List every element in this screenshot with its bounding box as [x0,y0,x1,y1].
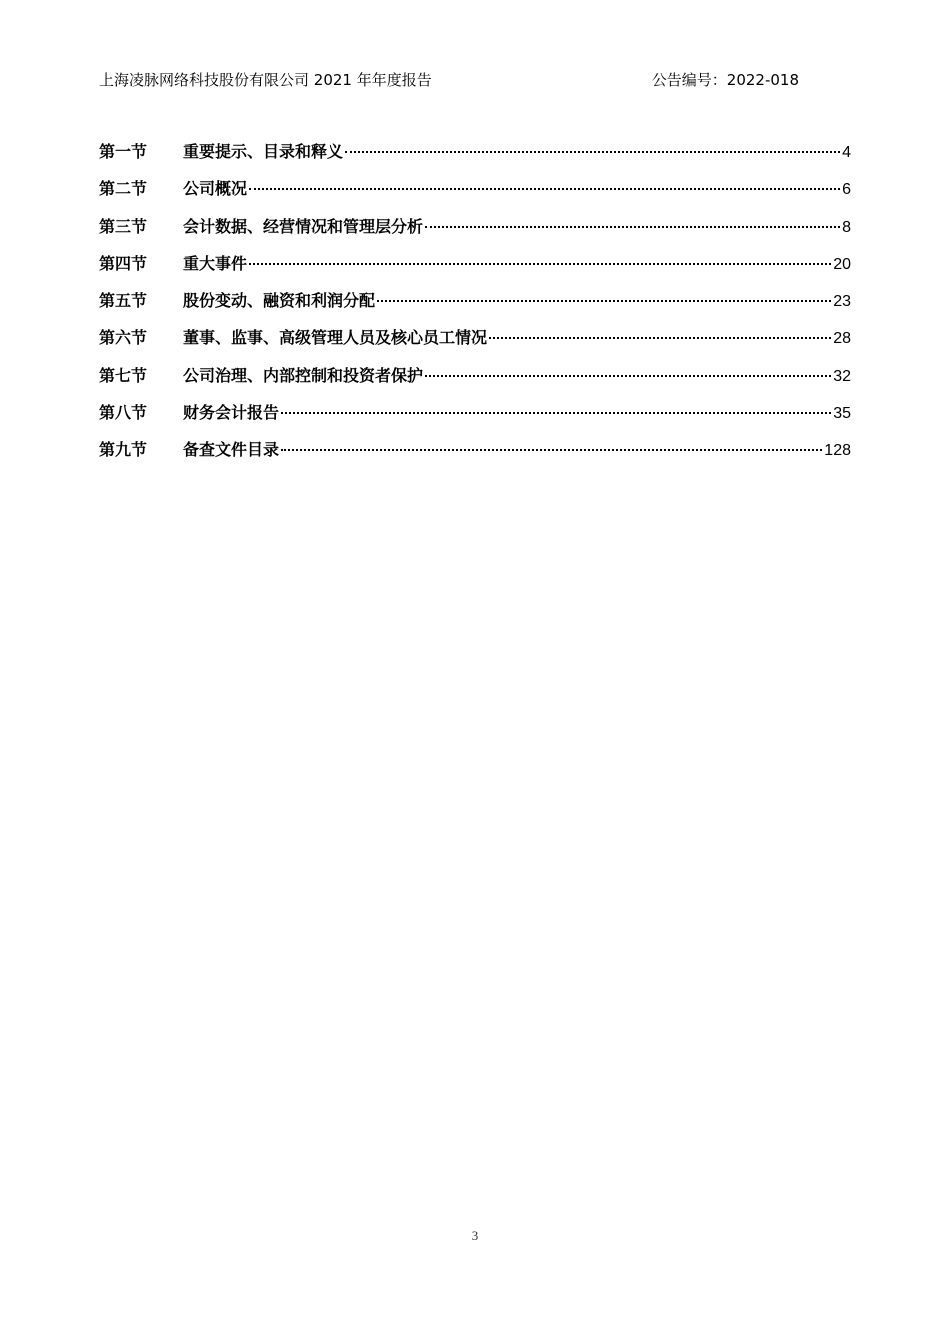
toc-page-number: 23 [833,293,851,311]
toc-entry-9[interactable] [99,437,851,474]
toc-page-number: 4 [842,144,851,161]
page-footer-number: 3 [471,1228,479,1243]
toc-page-number: 128 [824,442,851,460]
report-title: 上海凌脉网络科技股份有限公司 2021 年年度报告 [99,71,432,89]
toc-page-number: 28 [833,330,851,348]
toc-title: 会计数据、经营情况和管理层分析 [183,216,424,236]
toc-entry-1[interactable] [99,139,851,176]
toc-section-label: 第二节 [99,179,148,199]
toc-page-number: 35 [833,405,851,423]
toc-section-label: 第九节 [99,440,148,460]
toc-title: 公司治理、内部控制和投资者保护 [183,365,424,385]
toc-dot-leader [281,449,822,451]
toc-section-label: 第三节 [99,216,148,236]
announcement-number: 公告编号：2022-018 [651,71,799,89]
toc-entry-6[interactable] [99,325,851,362]
toc-title: 备查文件目录 [183,440,280,460]
toc-section-label: 第四节 [99,253,148,273]
toc-entry-4[interactable] [99,251,851,288]
toc-dot-leader [489,337,831,339]
toc-section-label: 第八节 [99,403,148,423]
toc-section-label: 第六节 [99,328,148,348]
table-of-contents [99,139,851,475]
toc-section-label: 第五节 [99,291,148,311]
page-header [99,66,799,94]
toc-dot-leader [425,375,831,377]
toc-page-number: 8 [842,218,851,236]
toc-dot-leader [345,151,840,153]
toc-page-number: 20 [833,255,851,273]
toc-page-number: 6 [842,181,851,199]
toc-dot-leader [249,263,831,265]
toc-page-number: 32 [833,367,851,385]
toc-dot-leader [249,188,840,190]
toc-title: 重要提示、目录和释义 [183,142,344,161]
toc-title: 股份变动、融资和利润分配 [183,291,376,311]
toc-entry-3[interactable] [99,214,851,251]
toc-entry-5[interactable] [99,288,851,325]
toc-title: 董事、监事、高级管理人员及核心员工情况 [183,328,488,348]
toc-dot-leader [425,226,840,228]
toc-title: 公司概况 [183,179,248,199]
toc-dot-leader [281,412,831,414]
toc-title: 财务会计报告 [183,403,280,423]
toc-title: 重大事件 [183,253,248,273]
toc-entry-8[interactable] [99,400,851,437]
toc-entry-7[interactable] [99,363,851,400]
toc-section-label: 第一节 [99,142,148,161]
toc-dot-leader [377,300,831,302]
toc-entry-2[interactable] [99,176,851,213]
toc-section-label: 第七节 [99,365,148,385]
